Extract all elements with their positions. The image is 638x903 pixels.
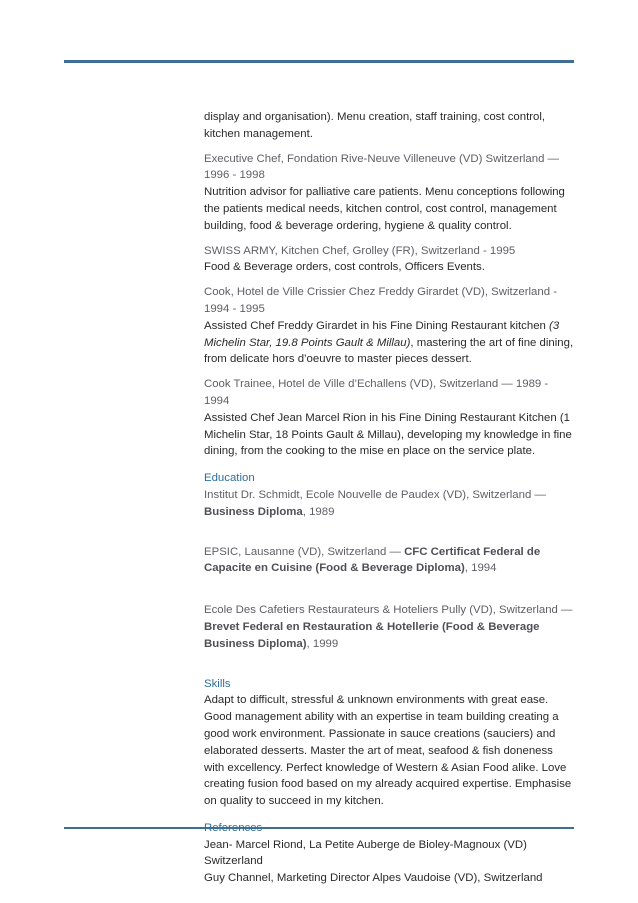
education-year: , 1999 (306, 637, 339, 650)
experience-body: Nutrition advisor for palliative care patients. Menu conceptions following the patients medical needs, kitchen control, cost control, management building, food & beverage ordering, hygiene & quality control. (204, 186, 565, 232)
education-item (204, 544, 576, 578)
education-item (204, 487, 576, 521)
experience-body-text: , mastering the art of fine dining, from delicate hors d’oeuvre to master pieces dessert. (204, 336, 574, 366)
resume-content (204, 109, 576, 887)
education-institution: EPSIC, Lausanne (VD), Switzerland — (204, 545, 405, 558)
education-title: Education (204, 472, 255, 485)
reference-line: Guy Channel, Marketing Director Alpes Vaudoise (VD), Switzerland (204, 872, 543, 885)
top-divider (64, 60, 574, 63)
education-institution: Ecole Des Cafetiers Restaurateurs & Hoteliers Pully (VD), Switzerland — (204, 604, 573, 617)
education-year: , 1994 (464, 562, 497, 575)
experience-entry (204, 151, 576, 235)
experience-body-emphasis: (3 Michelin Star, 19.8 Points Gault & Millau) (204, 319, 560, 349)
experience-entry (204, 376, 576, 460)
intro-paragraph: display and organisation). Menu creation, staff training, cost control, kitchen management. (204, 111, 546, 140)
education-diploma: CFC Certificat Federal de Capacite en Cuisine (Food & Beverage Diploma) (204, 545, 541, 575)
experience-body-text: Assisted Chef Freddy Girardet in his Fine Dining Restaurant kitchen (204, 319, 550, 332)
education-diploma: Business Diploma (204, 505, 303, 518)
experience-heading: Executive Chef, Fondation Rive-Neuve Villeneuve (VD) Switzerland — 1996 - 1998 (204, 152, 559, 182)
skills-title: Skills (204, 677, 231, 690)
reference-line: Jean- Marcel Riond, La Petite Auberge de Bioley-Magnoux (VD) Switzerland (204, 838, 527, 868)
experience-heading: Cook, Hotel de Ville Crissier Chez Freddy Girardet (VD), Switzerland - 1994 - 1995 (204, 286, 558, 315)
education-item (204, 602, 576, 652)
education-institution: Institut Dr. Schmidt, Ecole Nouvelle de Paudex (VD), Switzerland — (204, 488, 546, 501)
bottom-divider (64, 827, 574, 829)
education-year: , 1989 (302, 505, 335, 518)
skills-text: Adapt to difficult, stressful & unknown environments with great ease. Good management ability with an expertise in team building creating a good work environment. Passionate in sauce creations (sauciers) and elaborated desserts. Master the art of meat, seafood & fish doneness with excellency. Perfect knowledge of Western & Asian Food alike. Love creating fusion food based on my already acquired expertise. Emphasise on quality to succeed in my kitchen. (204, 694, 572, 808)
experience-entry (204, 284, 576, 368)
education-diploma: Brevet Federal en Restauration & Hotellerie (Food & Beverage Business Diploma) (204, 620, 540, 650)
experience-body: Food & Beverage orders, cost controls, Officers Events. (204, 261, 485, 274)
experience-heading: Cook Trainee, Hotel de Ville d’Echallens (VD), Switzerland — 1989 - 1994 (204, 378, 549, 407)
experience-heading: SWISS ARMY, Kitchen Chef, Grolley (FR), Switzerland - 1995 (204, 244, 516, 257)
experience-body: Assisted Chef Jean Marcel Rion in his Fine Dining Restaurant Kitchen (1 Michelin Star, 18 Points Gault & Millau), developing my knowledge in fine dining, from the cooking to the mise en place on the service plate. (204, 411, 572, 458)
experience-body (204, 318, 576, 368)
experience-entry (204, 243, 576, 277)
